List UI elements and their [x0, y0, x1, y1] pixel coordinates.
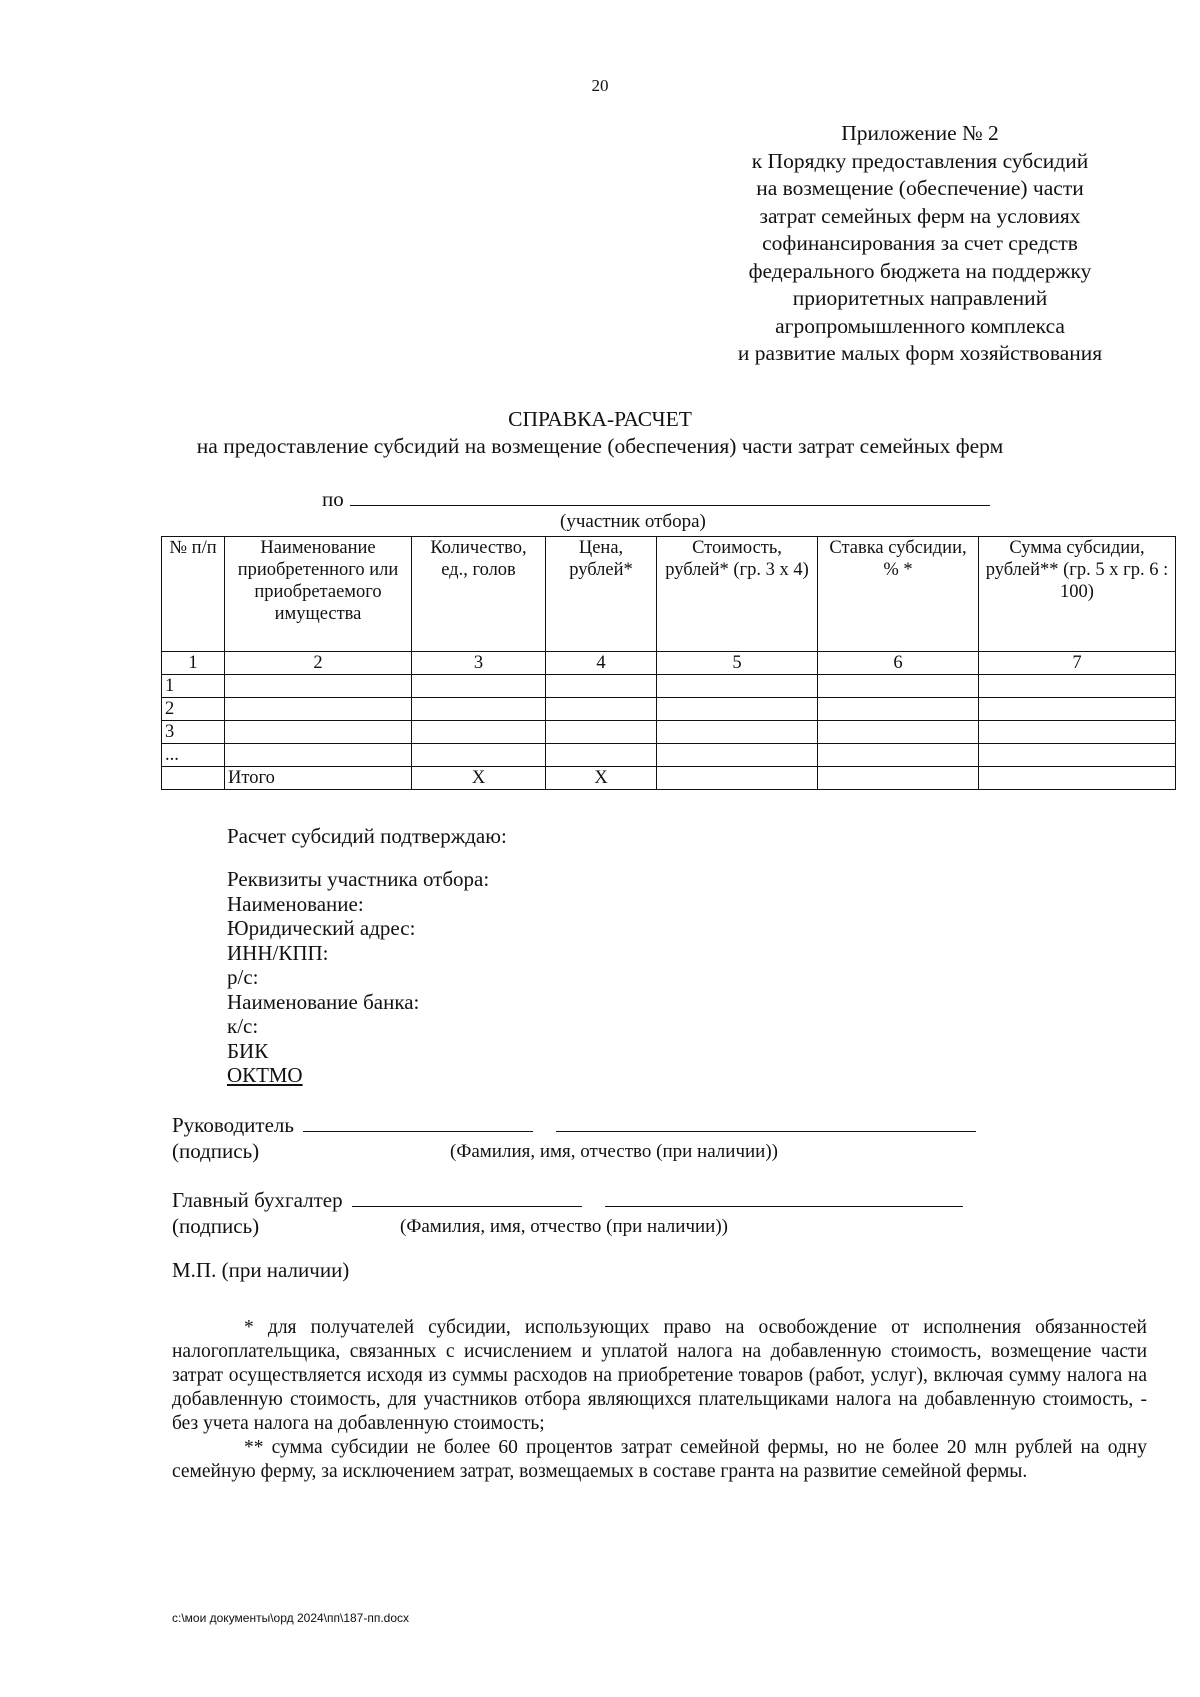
requisite-field: Юридический адрес:	[227, 916, 416, 940]
table-cell	[225, 698, 412, 721]
stamp-text: М.П. (при наличии)	[172, 1258, 350, 1282]
appendix-line: затрат семейных ферм на условиях	[759, 203, 1081, 228]
appendix-line: на возмещение (обеспечение) части	[756, 176, 1084, 200]
accountant-sign-blank	[352, 1188, 582, 1207]
head-sign-caption: (подпись)	[172, 1139, 260, 1163]
requisite-field: Наименование банка:	[227, 989, 420, 1014]
column-number-row	[162, 652, 1176, 675]
head-name-blank	[556, 1113, 976, 1132]
table-row	[162, 698, 1176, 721]
requisite-field: к/с:	[227, 1014, 259, 1038]
table-cell	[818, 698, 979, 721]
table-cell	[657, 698, 818, 721]
table-row	[162, 675, 1176, 698]
accountant-label: Главный бухгалтер	[172, 1188, 343, 1212]
confirm-text: Расчет субсидий подтверждаю:	[227, 824, 507, 848]
table-cell	[657, 675, 818, 698]
total-row	[162, 767, 1176, 790]
table-cell	[412, 744, 546, 767]
requisite-field: БИК	[227, 1038, 269, 1063]
column-header: Количество, ед., голов	[412, 537, 546, 652]
table-cell: X	[546, 767, 657, 790]
requisite-field: Наименование:	[227, 891, 364, 916]
appendix-line: к Порядку предоставления субсидий	[751, 148, 1089, 173]
table-cell: 1	[162, 675, 225, 698]
requisites-block	[227, 867, 489, 1088]
participant-prefix: по	[322, 487, 344, 511]
table-cell: 3	[162, 721, 225, 744]
table-cell: 2	[162, 698, 225, 721]
head-signature-line	[172, 1113, 976, 1138]
table-cell	[657, 744, 818, 767]
table-header-row	[162, 537, 1176, 652]
table-cell	[546, 675, 657, 698]
column-header: № п/п	[162, 537, 225, 652]
table-cell	[225, 721, 412, 744]
table-cell	[818, 744, 979, 767]
table-cell: 6	[818, 652, 979, 675]
table-cell	[818, 721, 979, 744]
table-cell	[818, 675, 979, 698]
page-number: 20	[591, 76, 609, 95]
footnote: ** сумма субсидии не более 60 процентов затрат семейной фермы, но не более 20 млн рублей на одну семейную ферму, за исключением затрат, возмещаемых в составе гранта на развитие семейной фермы.	[172, 1437, 1147, 1482]
column-header: Цена, рублей*	[546, 537, 657, 652]
requisite-field: ОКТМО	[227, 1063, 303, 1087]
requisite-field: ИНН/КПП:	[227, 940, 329, 965]
head-name-caption: (Фамилия, имя, отчество (при наличии))	[450, 1141, 779, 1162]
table-cell	[546, 721, 657, 744]
file-path: c:\мои документы\орд 2024\пп\187-пп.docx	[172, 1611, 410, 1625]
table-cell	[979, 767, 1176, 790]
appendix-line: и развитие малых форм хозяйствования	[737, 341, 1103, 365]
participant-caption: (участник отбора)	[560, 511, 706, 532]
table-cell: 5	[657, 652, 818, 675]
table-cell	[657, 721, 818, 744]
column-header: Ставка субсидии, % *	[818, 537, 979, 652]
footnotes	[172, 1316, 1147, 1484]
table-cell	[412, 675, 546, 698]
table-cell: 3	[412, 652, 546, 675]
document-title	[0, 406, 1200, 460]
accountant-name-blank	[605, 1188, 963, 1207]
table-cell: ...	[162, 744, 225, 767]
column-header: Стоимость, рублей* (гр. 3 х 4)	[657, 537, 818, 652]
appendix-line: софинансирования за счет средств	[762, 231, 1078, 255]
appendix-line: Приложение № 2	[841, 121, 999, 145]
table-cell	[546, 698, 657, 721]
table-cell: X	[412, 767, 546, 790]
head-sign-blank	[303, 1113, 533, 1132]
table-cell	[979, 698, 1176, 721]
appendix-line: агропромышленного комплекса	[775, 313, 1065, 338]
table-row	[162, 744, 1176, 767]
table-cell	[979, 744, 1176, 767]
column-header: Сумма субсидии, рублей** (гр. 5 х гр. 6 : 100)	[979, 537, 1176, 652]
requisites-heading: Реквизиты участника отбора:	[227, 867, 490, 891]
table-cell: 7	[979, 652, 1176, 675]
appendix-line: приоритетных направлений	[792, 286, 1048, 310]
table-cell	[412, 698, 546, 721]
participant-blank	[350, 487, 990, 506]
requisite-field: р/с:	[227, 965, 259, 989]
table-cell: 2	[225, 652, 412, 675]
appendix-line: федерального бюджета на поддержку	[748, 258, 1092, 283]
appendix-header	[680, 120, 1160, 368]
total-label: Итого	[225, 767, 412, 790]
accountant-sign-caption: (подпись)	[172, 1214, 260, 1238]
title-main: СПРАВКА-РАСЧЕТ	[508, 407, 692, 431]
table-row	[162, 721, 1176, 744]
column-header: Наименование приобретенного или приобретаемого имущества	[225, 537, 412, 652]
title-sub: на предоставление субсидий на возмещение (обеспечения) части затрат семейных ферм	[196, 434, 1004, 458]
table-cell	[162, 767, 225, 790]
participant-line	[322, 487, 990, 512]
table-cell	[412, 721, 546, 744]
table-cell: 1	[162, 652, 225, 675]
calculation-table	[161, 536, 1176, 790]
table-cell	[225, 744, 412, 767]
accountant-name-caption: (Фамилия, имя, отчество (при наличии))	[400, 1216, 729, 1237]
table-cell	[979, 721, 1176, 744]
accountant-signature-line	[172, 1188, 963, 1213]
footnote: * для получателей субсидии, использующих право на освобождение от исполнения обязанностей налогоплательщика, связанных с исчислением и уплатой налога на добавленную стоимость, возмещение части затрат осуществляется исходя из суммы расходов на приобретение товаров (работ, услуг), включая сумму налога на добавленную стоимость, для участников отбора являющихся плательщиками налога на добавленную стоимость, - без учета налога на добавленную стоимость;	[172, 1317, 1147, 1434]
head-label: Руководитель	[172, 1113, 294, 1137]
table-cell	[979, 675, 1176, 698]
table-cell	[546, 744, 657, 767]
table-cell	[818, 767, 979, 790]
table-cell	[225, 675, 412, 698]
table-cell: 4	[546, 652, 657, 675]
table-cell	[657, 767, 818, 790]
